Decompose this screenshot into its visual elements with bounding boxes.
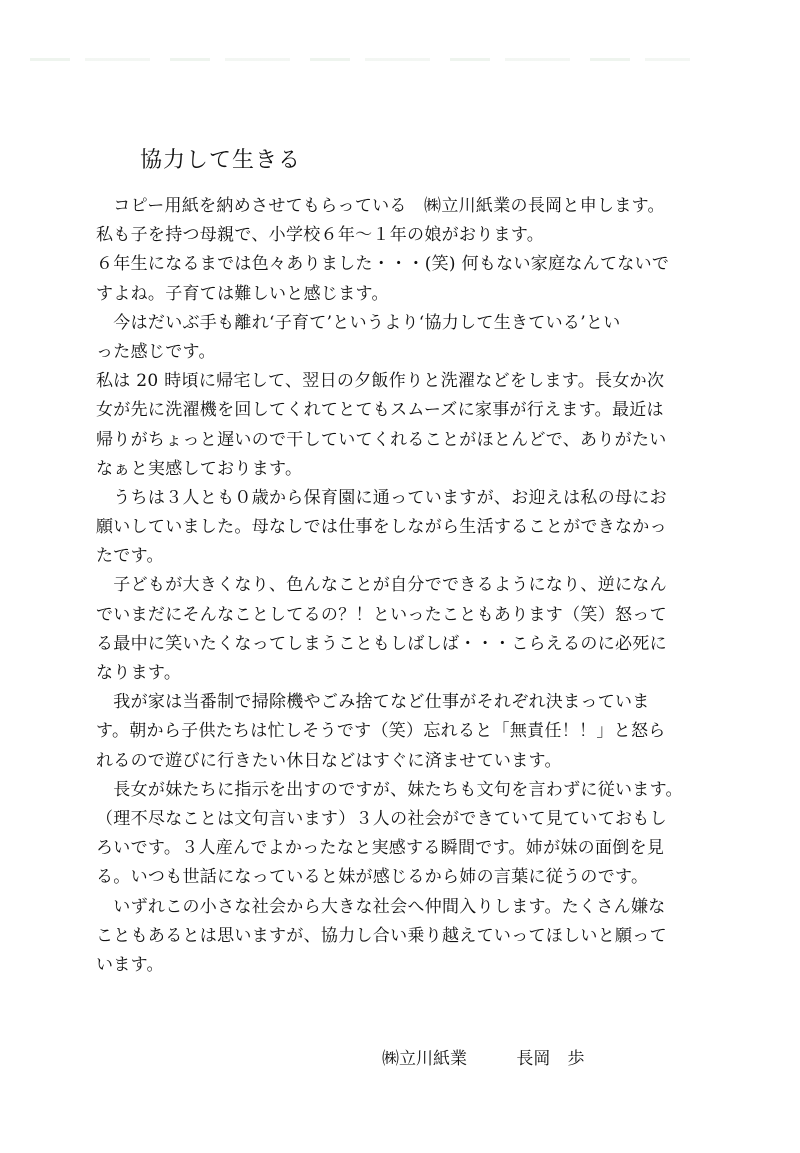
signature-name: 長岡 歩 — [516, 1049, 585, 1069]
document-title: 協力して生きる — [140, 148, 302, 173]
text-line: 願いしていました。母なしでは仕事をしながら生活することができなかっ — [96, 517, 667, 538]
text-line: れるので遊びに行きたい休日などはすぐに済ませています。 — [96, 750, 562, 771]
signature-company: ㈱立川紙業 — [382, 1049, 467, 1069]
text-line: る最中に笑いたくなってしまうこともしばしば・・・こらえるのに必死に — [96, 633, 667, 654]
text-line: す。朝から子供たちは忙しそうです（笑）忘れると「無責任！！」と怒ら — [96, 721, 666, 742]
text-line: 私は 20 時頃に帰宅して、翌日の夕飯作りと洗濯などをします。長女か次 — [96, 371, 665, 392]
text-line: った感じです。 — [96, 341, 216, 362]
text-line: 今はだいぶ手も離れ‘子育て’というより‘協力して生きている’とい — [96, 312, 621, 333]
text-line: いずれこの小さな社会から大きな社会へ仲間入りします。たくさん嫌な — [96, 896, 666, 917]
text-line: 女が先に洗濯機を回してくれてとてもスムーズに家事が行えます。最近は — [96, 400, 664, 421]
text-line: ろいです。３人産んでよかったなと実感する瞬間です。姉が妹の面倒を見 — [96, 838, 665, 859]
text-line: 帰りがちょっと遅いので干していてくれることがほとんどで、ありがたい — [96, 429, 667, 450]
text-line: 子どもが大きくなり、色んなことが自分でできるようになり、逆になん — [96, 575, 667, 596]
signature — [382, 1044, 584, 1069]
text-line: たです。 — [96, 546, 164, 567]
body-text — [96, 192, 726, 980]
scan-artifact-line — [30, 58, 690, 61]
text-line: います。 — [96, 954, 164, 975]
text-line: 長女が妹たちに指示を出すのですが、妹たちも文句を言わずに従います。 — [96, 779, 683, 800]
text-line: 私も子を持つ母親で、小学校６年〜１年の娘がおります。 — [96, 225, 545, 246]
text-line: なります。 — [96, 663, 182, 683]
text-line: こともあるとは思いますが、協力し合い乗り越えていってほしいと願って — [96, 925, 667, 946]
text-line: る。いつも世話になっていると妹が感じるから姉の言葉に従うのです。 — [96, 867, 649, 888]
text-line: コピー用紙を納めさせてもらっている ㈱立川紙業の長岡と申します。 — [96, 196, 665, 216]
text-line: でいまだにそんなことしてるの？！といったこともあります（笑）怒って — [96, 604, 667, 625]
text-line: ６年生になるまでは色々ありました・・・(笑) 何もない家庭なんてないで — [96, 254, 670, 275]
text-line: なぁと実感しております。 — [96, 458, 303, 479]
text-line: すよね。子育ては難しいと感じます。 — [96, 283, 389, 304]
text-line: 我が家は当番制で掃除機やごみ捨てなど仕事がそれぞれ決まっていま — [96, 692, 650, 713]
text-line: （理不尽なことは文句言います）３人の社会ができていて見ていておもし — [96, 808, 667, 829]
text-line: うちは３人とも０歳から保育園に通っていますが、お迎えは私の母にお — [96, 487, 667, 508]
